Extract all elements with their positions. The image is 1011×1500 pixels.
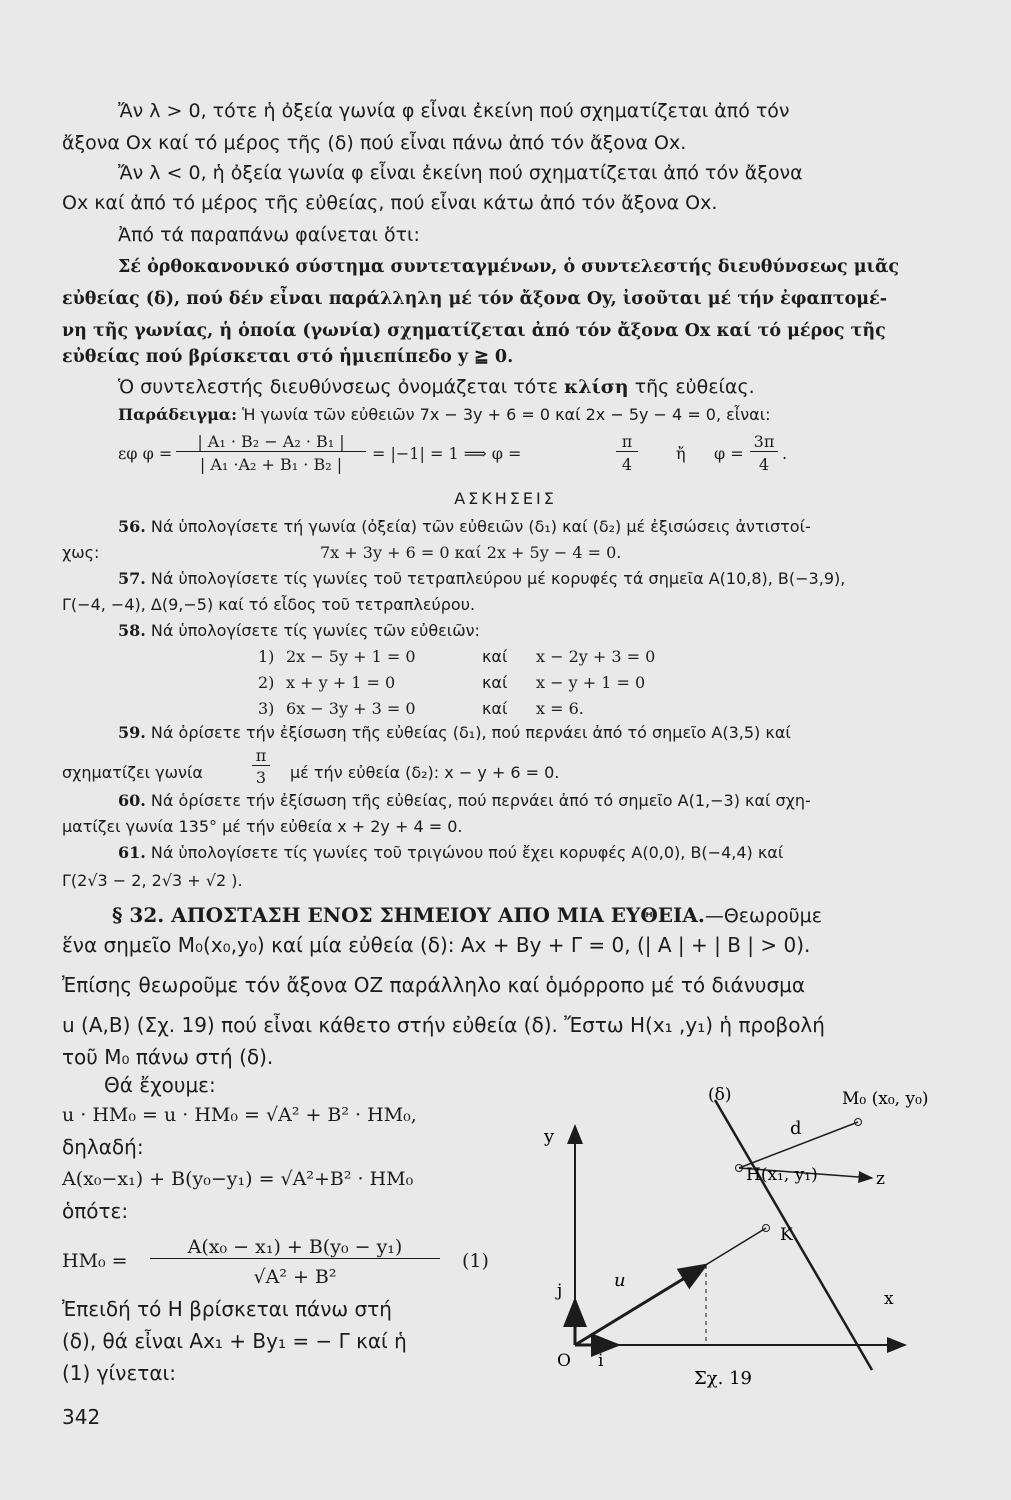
equation-2: A(x₀−x₁) + B(y₀−y₁) = √A²+B² · HM₀ [62,1168,414,1190]
ex59-number: 59. [118,723,146,742]
ex59-text: Νά ὁρίσετε τήν ἐξίσωση τῆς εὐθείας (δ₁), πού περνάει ἀπό τό σημεῖο A(3,5) καί [145,723,791,742]
section-line-13: (δ), θά εἶναι Ax₁ + By₁ = − Γ καί ἡ [62,1329,407,1353]
ex58-row-1-n: 1) [258,647,275,666]
page-number: 342 [62,1405,101,1429]
ex58-row-1-k: καί [482,647,508,666]
label-z: z [876,1169,885,1189]
ex58-row-2-k: καί [482,673,508,692]
section-title: § 32. ΑΠΟΣΤΑΣΗ ΕΝΟΣ ΣΗΜΕΙΟΥ ΑΠΟ ΜΙΑ ΕΥΘΕΙΑ. [112,903,705,927]
section-line-5: τοῦ M₀ πάνω στή (δ). [62,1045,274,1069]
label-x: x [884,1289,894,1309]
equation-3-numerator: A(x₀ − x₁) + B(y₀ − y₁) [150,1236,440,1259]
section-line-14: (1) γίνεται: [62,1361,177,1385]
ex61-number: 61. [118,843,146,862]
ex58-row-2-a: x + y + 1 = 0 [286,673,396,692]
ex58-number: 58. [118,621,146,640]
example-lhs: εφ φ = [118,444,173,463]
example-or: ἤ [676,444,686,463]
ex58-row-3-a: 6x − 3y + 3 = 0 [286,699,416,718]
ex58-row-3-k: καί [482,699,508,718]
example-denominator: | A₁ ·A₂ + B₁ · B₂ | [199,455,343,474]
equation-3-denominator: √A² + B² [253,1266,337,1288]
ex61-line-2: Γ(2√3 − 2, 2√3 + √2 ). [62,871,243,890]
theorem-line-4: εὐθείας πού βρίσκεται στό ἡμιεπίπεδο y ≧ 0. [62,347,514,367]
klisi-pre: Ὁ συντελεστής διευθύνσεως ὀνομάζεται τότε [118,376,565,398]
u-vector [575,1265,706,1345]
label-o: O [557,1351,571,1371]
intro-line-3: Ἄν λ < 0, ἡ ὀξεία γωνία φ εἶναι ἐκείνη πού σχηματίζεται ἀπό τόν ἄξονα [118,162,803,184]
ex59-pi: π [252,746,270,766]
ex60-text: Νά ὁρίσετε τήν ἐξίσωση τῆς εὐθείας, πού περνάει ἀπό τό σημεῖο A(1,−3) καί σχη- [145,791,811,810]
section-line-10: ὁπότε: [62,1199,129,1223]
example-four: 4 [621,455,633,474]
example-pi: π [616,432,638,452]
example-phi: φ = [714,444,744,463]
ex61-text: Νά ὑπολογίσετε τίς γωνίες τοῦ τριγώνου πού ἔχει κορυφές A(0,0), B(−4,4) καί [145,843,784,862]
section-line-12: Ἐπειδή τό H βρίσκεται πάνω στή [62,1297,392,1321]
equation-1: u · HM₀ = u · HM₀ = √A² + B² · HM₀, [62,1104,417,1126]
ex58-row-1-b: x − 2y + 3 = 0 [536,647,656,666]
exercises-title: ΑΣΚΗΣΕΙΣ [454,489,557,508]
theorem-line-3: νη τῆς γωνίας, ἡ ὁποία (γωνία) σχηματίζεται ἀπό τόν ἄξονα Ox καί τό μέρος τῆς [62,321,886,341]
ex57-number: 57. [118,569,146,588]
ex58-row-1-a: 2x − 5y + 1 = 0 [286,647,416,666]
intro-line-5: Ἀπό τά παραπάνω φαίνεται ὅτι: [118,224,420,246]
section-line-3: Ἐπίσης θεωροῦμε τόν ἄξονα OZ παράλληλο καί ὁμόρροπο μέ τό διάνυσμα [62,973,806,997]
intro-line-1: Ἄν λ > 0, τότε ἡ ὀξεία γωνία φ εἶναι ἐκείνη πού σχηματίζεται ἀπό τόν [118,100,790,122]
ex60-line-2: ματίζει γωνία 135° μέ τήν εὐθεία x + 2y + 4 = 0. [62,817,463,836]
example-3pi: 3π [750,432,778,452]
theorem-line-2: εὐθείας (δ), πού δέν εἶναι παράλληλη μέ τόν ἄξονα Oy, ἰσοῦται μέ τήν ἐφαπτομέ- [62,289,887,309]
figure-caption: Σχ. 19 [694,1368,752,1389]
intro-line-2: ἄξονα Ox καί τό μέρος τῆς (δ) πού εἶναι πάνω ἀπό τόν ἄξονα Ox. [62,132,687,154]
equation-3-tag: (1) [462,1250,489,1272]
ex57-text: Νά ὑπολογίσετε τίς γωνίες τοῦ τετραπλεύρου μέ κορυφές τά σημεῖα A(10,8), B(−3,9), [145,569,846,588]
klisi-term: κλίση [564,376,629,398]
ex58-row-3-b: x = 6. [536,699,584,718]
example-text: Ἡ γωνία τῶν εὐθειῶν 7x − 3y + 6 = 0 καί 2x − 5y − 4 = 0, εἶναι: [237,405,771,424]
line-delta [715,1100,872,1370]
ex56-number: 56. [118,517,146,536]
section-line-8: δηλαδή: [62,1135,144,1159]
section-line-6: Θά ἔχουμε: [104,1073,216,1097]
example-four-2: 4 [758,455,770,474]
example-middle: = |−1| = 1 ⟹ φ = [372,444,522,463]
ex58-text: Νά ὑπολογίσετε τίς γωνίες τῶν εὐθειῶν: [145,621,480,640]
label-h: H(x₁, y₁) [746,1165,818,1185]
section-line-4: u (A,B) (Σχ. 19) πού εἶναι κάθετο στήν εὐθεία (δ). Ἔστω H(x₁ ,y₁) ἡ προβολή [62,1013,825,1037]
ex58-row-2-b: x − y + 1 = 0 [536,673,646,692]
ex58-row-3-n: 3) [258,699,275,718]
equation-3-lhs: HM₀ = [62,1250,128,1272]
section-line-2: ἕνα σημεῖο M₀(x₀,y₀) καί μία εὐθεία (δ): Ax + By + Γ = 0, (| A | + | B | > 0). [62,933,811,957]
ex56-line-2a: χως: [62,543,100,562]
example-label: Παράδειγμα: [118,405,238,424]
ex59-line-2b: μέ τήν εὐθεία (δ₂): x − y + 6 = 0. [290,763,560,782]
label-i: i [598,1351,604,1371]
example-numerator: | A₁ · B₂ − A₂ · B₁ | [176,432,366,452]
ex56-text: Νά ὑπολογίσετε τή γωνία (ὀξεία) τῶν εὐθειῶν (δ₁) καί (δ₂) μέ ἐξισώσεις ἀντιστοί- [145,517,811,536]
label-j: j [557,1281,563,1301]
ex59-three: 3 [255,768,267,787]
ex56-equations: 7x + 3y + 6 = 0 καί 2x + 5y − 4 = 0. [320,543,622,562]
label-y: y [544,1126,555,1147]
example-dot: . [782,444,788,463]
label-d: d [790,1118,802,1139]
label-delta: (δ) [708,1085,732,1105]
klisi-post: τῆς εὐθείας. [628,376,755,398]
ex60-number: 60. [118,791,146,810]
label-k: K [780,1225,793,1245]
label-u: u [614,1270,626,1291]
label-m0: M₀ (x₀, y₀) [842,1089,929,1109]
ex58-row-2-n: 2) [258,673,275,692]
theorem-line-1: Σέ ὀρθοκανονικό σύστημα συντεταγμένων, ὁ συντελεστής διευθύνσεως μιᾶς [118,257,900,277]
intro-line-4: Ox καί ἀπό τό μέρος τῆς εὐθείας, πού εἶναι κάτω ἀπό τόν ἄξονα Ox. [62,192,718,214]
section-title-rest: —Θεωροῦμε [704,905,823,927]
ex59-line-2a: σχηματίζει γωνία [62,763,203,782]
ex57-line-2: Γ(−4, −4), Δ(9,−5) καί τό εἶδος τοῦ τετραπλεύρου. [62,595,476,614]
